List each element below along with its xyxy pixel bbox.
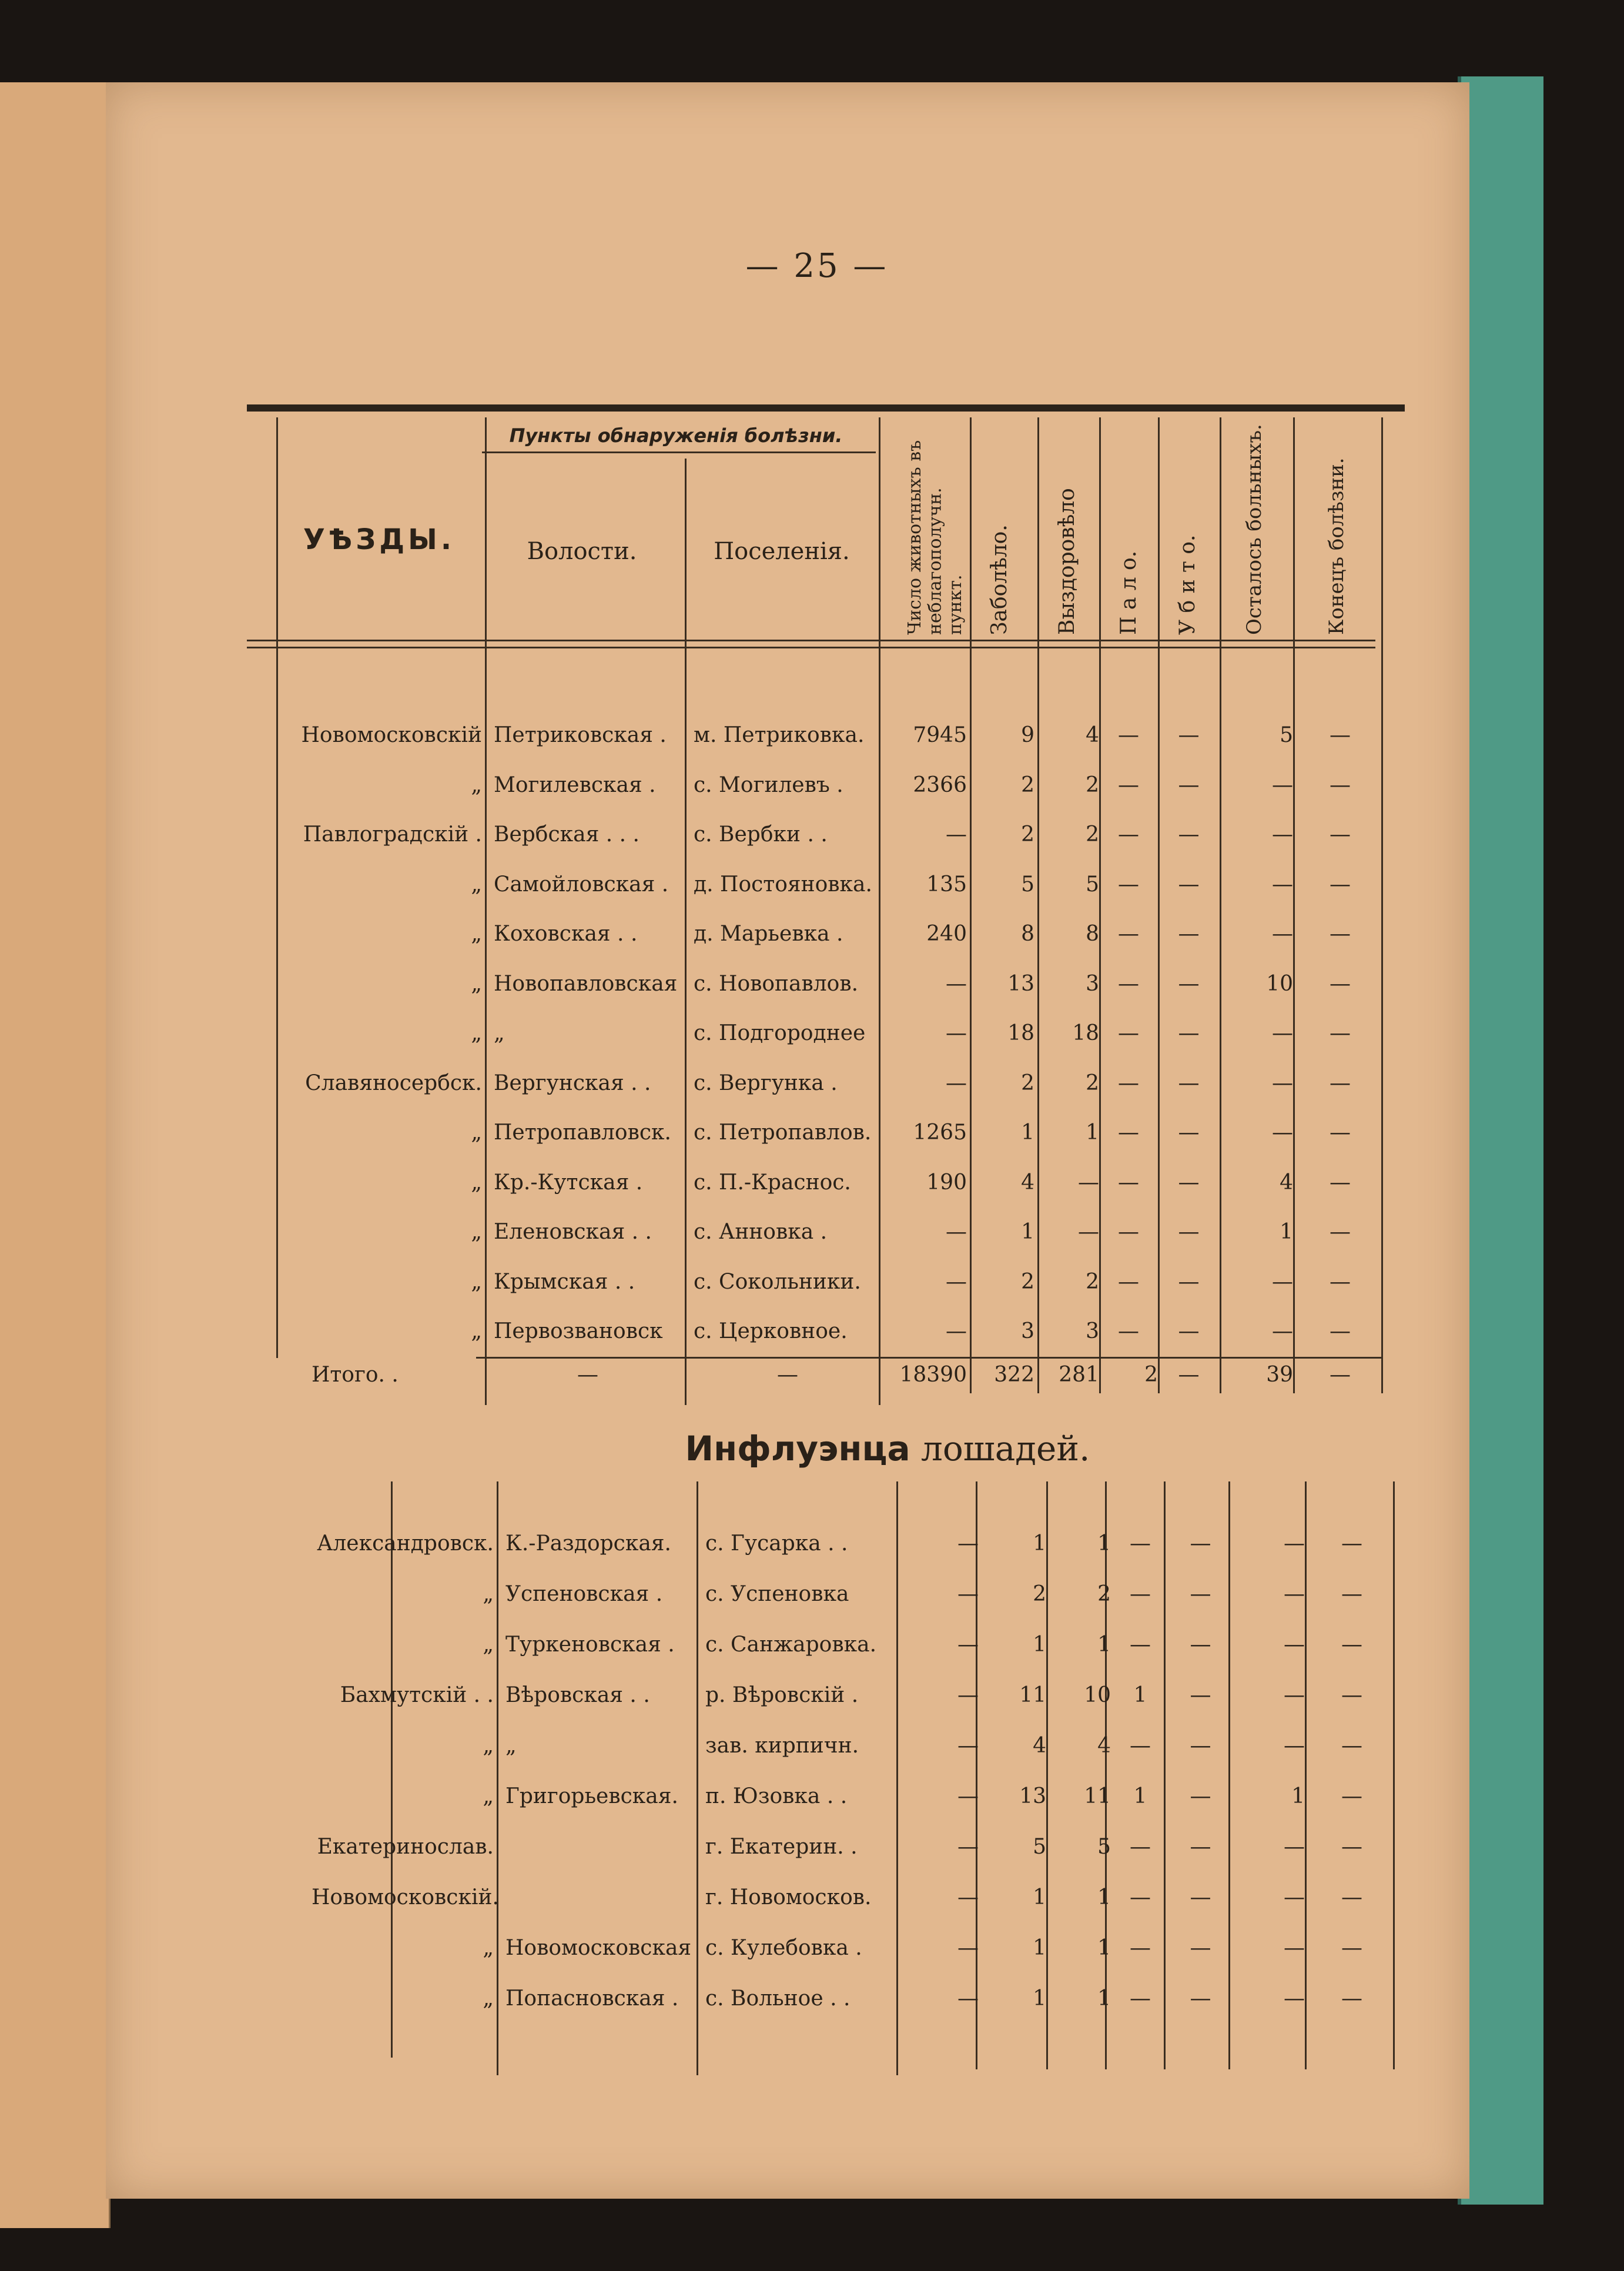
poselenie-cell: с. Кулебовка .: [705, 1936, 862, 1960]
palo-cell: —: [1118, 872, 1139, 897]
ostalos-cell: 1: [1291, 1784, 1305, 1808]
volost-cell: Туркеновская .: [505, 1633, 675, 1657]
palo-cell: —: [1118, 1170, 1139, 1195]
uezd-cell: „: [471, 922, 482, 946]
animals-cell: —: [946, 1071, 967, 1095]
konets-cell: —: [1330, 1021, 1351, 1045]
konets-cell: —: [1330, 1071, 1351, 1095]
poselenie-cell: с. Вергунка .: [694, 1071, 838, 1095]
table-row: [106, 1633, 1469, 1683]
zabolelo-cell: 11: [1019, 1683, 1046, 1707]
table-row: [106, 822, 1469, 872]
ostalos-cell: —: [1272, 1319, 1293, 1343]
table-row: [106, 1319, 1469, 1369]
table-row: [106, 1835, 1469, 1885]
header-bottom-rule: [247, 640, 1375, 641]
total-ostalos: 39: [1266, 1363, 1293, 1387]
volost-cell: Григорьевская.: [505, 1784, 678, 1808]
poselenie-cell: д. Марьевка .: [694, 922, 843, 946]
konets-cell: —: [1341, 1835, 1362, 1859]
total-palo: 2: [1144, 1363, 1158, 1387]
zabolelo-cell: 1: [1033, 1633, 1046, 1657]
header-ostalos: Осталось больныхъ.: [1243, 424, 1266, 635]
vyzdorovelo-cell: 5: [1086, 872, 1099, 897]
ubito-cell: —: [1178, 872, 1200, 897]
palo-cell: —: [1118, 822, 1139, 847]
animals-cell: —: [957, 1582, 979, 1606]
table-row: [106, 1582, 1469, 1632]
uezd-cell: „: [471, 1269, 482, 1294]
volost-cell: К.-Раздорская.: [505, 1531, 671, 1556]
uezd-cell: „: [471, 1121, 482, 1145]
zabolelo-cell: 1: [1021, 1121, 1034, 1145]
table-row: [106, 1936, 1469, 1986]
uezd-cell: „: [483, 1986, 494, 2011]
palo-cell: —: [1118, 971, 1139, 996]
palo-cell: 1: [1133, 1784, 1147, 1808]
ostalos-cell: —: [1272, 1071, 1293, 1095]
ubito-cell: —: [1178, 1071, 1200, 1095]
uezd-cell: „: [483, 1936, 494, 1960]
volost-cell: Попасновская .: [505, 1986, 679, 2011]
ostalos-cell: —: [1272, 922, 1293, 946]
total-poselenie: —: [777, 1363, 798, 1387]
vyzdorovelo-cell: 2: [1086, 1071, 1099, 1095]
palo-cell: —: [1118, 723, 1139, 747]
animals-cell: 135: [926, 872, 967, 897]
uezd-cell: „: [483, 1582, 494, 1606]
volost-cell: Новомосковская: [505, 1936, 692, 1960]
ubito-cell: —: [1178, 1170, 1200, 1195]
header-zabolelo: Заболѣло.: [987, 524, 1012, 635]
uezd-cell: „: [471, 772, 482, 797]
total-rule: [476, 1357, 1381, 1359]
top-rule: [247, 404, 1405, 412]
ostalos-cell: —: [1284, 1633, 1305, 1657]
uezd-cell: „: [483, 1784, 494, 1808]
zabolelo-cell: 2: [1033, 1582, 1046, 1606]
ostalos-cell: 4: [1280, 1170, 1293, 1195]
zabolelo-cell: 5: [1021, 872, 1034, 897]
ubito-cell: —: [1178, 971, 1200, 996]
ubito-cell: —: [1190, 1835, 1211, 1859]
animals-cell: —: [957, 1885, 979, 1909]
zabolelo-cell: 1: [1033, 1936, 1046, 1960]
ubito-cell: —: [1190, 1784, 1211, 1808]
header-group-rule: [482, 451, 876, 453]
animals-cell: —: [957, 1683, 979, 1707]
vyzdorovelo-cell: 1: [1086, 1121, 1099, 1145]
book-cover-edge: [1458, 76, 1543, 2205]
zabolelo-cell: 9: [1021, 723, 1034, 747]
section-title-influenza: [652, 1429, 1123, 1469]
animals-cell: —: [946, 822, 967, 847]
ubito-cell: —: [1178, 1021, 1200, 1045]
zabolelo-cell: 1: [1033, 1885, 1046, 1909]
ubito-cell: —: [1178, 922, 1200, 946]
ostalos-cell: —: [1284, 1582, 1305, 1606]
vyzdorovelo-cell: 1: [1097, 1885, 1111, 1909]
table-row: [106, 872, 1469, 922]
palo-cell: —: [1130, 1936, 1151, 1960]
poselenie-cell: п. Юзовка . .: [705, 1784, 848, 1808]
animals-cell: —: [957, 1936, 979, 1960]
animals-cell: —: [957, 1531, 979, 1556]
palo-cell: —: [1118, 1021, 1139, 1045]
uezd-cell: „: [471, 1220, 482, 1244]
poselenie-cell: д. Постояновка.: [694, 872, 872, 897]
poselenie-cell: зав. кирпичн.: [705, 1734, 859, 1758]
konets-cell: —: [1341, 1936, 1362, 1960]
ubito-cell: —: [1178, 1121, 1200, 1145]
table-row: [106, 1121, 1469, 1170]
animals-cell: 1265: [913, 1121, 967, 1145]
ubito-cell: —: [1190, 1936, 1211, 1960]
table-row: [106, 972, 1469, 1022]
palo-cell: —: [1118, 1071, 1139, 1095]
palo-cell: —: [1118, 772, 1139, 797]
vyzdorovelo-cell: 3: [1086, 1319, 1099, 1343]
ostalos-cell: —: [1284, 1936, 1305, 1960]
zabolelo-cell: 5: [1033, 1835, 1046, 1859]
header-animals: Число животныхъ въ неблагополучн. пункт.: [905, 440, 966, 635]
table-row: [106, 1784, 1469, 1834]
poselenie-cell: с. Анновка .: [694, 1220, 828, 1244]
zabolelo-cell: 2: [1021, 772, 1034, 797]
total-volost: —: [577, 1363, 598, 1387]
volost-cell: Первозвановск: [494, 1319, 663, 1343]
zabolelo-cell: 3: [1021, 1319, 1034, 1343]
table-row: [106, 723, 1469, 773]
vyzdorovelo-cell: 5: [1097, 1835, 1111, 1859]
table-row: [106, 1734, 1469, 1784]
uezd-cell: Александровск.: [317, 1531, 494, 1556]
konets-cell: —: [1330, 723, 1351, 747]
uezd-cell: Екатеринослав.: [317, 1835, 494, 1859]
volost-cell: „: [505, 1734, 517, 1758]
ostalos-cell: —: [1284, 1835, 1305, 1859]
table-row: [106, 1170, 1469, 1220]
animals-cell: —: [957, 1784, 979, 1808]
konets-cell: —: [1330, 872, 1351, 897]
volost-cell: Новопавловская: [494, 971, 678, 996]
volost-cell: Вѣровская . .: [505, 1683, 650, 1707]
header-ubito: У б и т о.: [1176, 534, 1200, 635]
volost-cell: „: [494, 1021, 505, 1045]
header-bottom-rule-2: [247, 647, 1375, 648]
animals-cell: —: [946, 1269, 967, 1294]
uezd-cell: Новомосковскій.: [312, 1885, 499, 1909]
konets-cell: —: [1330, 1220, 1351, 1244]
table-row: [106, 773, 1469, 823]
ubito-cell: —: [1190, 1885, 1211, 1909]
konets-cell: —: [1341, 1683, 1362, 1707]
volost-cell: Петриковская .: [494, 723, 667, 747]
poselenie-cell: с. Гусарка . .: [705, 1531, 848, 1556]
palo-cell: —: [1130, 1633, 1151, 1657]
konets-cell: —: [1341, 1885, 1362, 1909]
animals-cell: 2366: [913, 772, 967, 797]
ubito-cell: —: [1178, 1269, 1200, 1294]
konets-cell: —: [1341, 1582, 1362, 1606]
vyzdorovelo-cell: 1: [1097, 1531, 1111, 1556]
ubito-cell: —: [1178, 822, 1200, 847]
header-vyzdorovelo: Выздоровѣло: [1055, 488, 1079, 635]
volost-cell: Петропавловск.: [494, 1121, 671, 1145]
palo-cell: —: [1130, 1986, 1151, 2011]
palo-cell: —: [1118, 1121, 1139, 1145]
total-ubito: —: [1178, 1363, 1200, 1387]
animals-cell: 7945: [913, 723, 967, 747]
poselenie-cell: с. Вольное . .: [705, 1986, 850, 2011]
animals-cell: —: [946, 971, 967, 996]
vyzdorovelo-cell: 3: [1086, 971, 1099, 996]
table-row: [106, 1683, 1469, 1733]
volost-cell: Коховская . .: [494, 922, 638, 946]
vyzdorovelo-cell: 2: [1086, 822, 1099, 847]
poselenie-cell: с. П.-Краснос.: [694, 1170, 851, 1195]
volost-cell: Крымская . .: [494, 1269, 635, 1294]
poselenie-cell: г. Екатерин. .: [705, 1835, 858, 1859]
konets-cell: —: [1341, 1531, 1362, 1556]
zabolelo-cell: 13: [1007, 971, 1034, 996]
uezd-cell: „: [471, 971, 482, 996]
header-uezdy: УѢЗДЫ.: [303, 523, 456, 556]
ostalos-cell: —: [1284, 1885, 1305, 1909]
vyzdorovelo-cell: 1: [1097, 1936, 1111, 1960]
uezd-cell: „: [483, 1633, 494, 1657]
zabolelo-cell: 8: [1021, 922, 1034, 946]
zabolelo-cell: 2: [1021, 1269, 1034, 1294]
ostalos-cell: 5: [1280, 723, 1293, 747]
facing-page-edge: [0, 82, 111, 2228]
ubito-cell: —: [1178, 1319, 1200, 1343]
animals-cell: —: [946, 1021, 967, 1045]
ostalos-cell: —: [1272, 1121, 1293, 1145]
zabolelo-cell: 4: [1033, 1734, 1046, 1758]
vyzdorovelo-cell: —: [1078, 1170, 1099, 1195]
vyzdorovelo-cell: 8: [1086, 922, 1099, 946]
vyzdorovelo-cell: 4: [1097, 1734, 1111, 1758]
uezd-cell: Павлоградскій .: [303, 822, 482, 847]
table1-total-row: [106, 1363, 1469, 1413]
poselenie-cell: с. Новопавлов.: [694, 971, 859, 996]
volost-cell: Кр.-Кутская .: [494, 1170, 643, 1195]
konets-cell: —: [1330, 971, 1351, 996]
konets-cell: —: [1330, 1121, 1351, 1145]
konets-cell: —: [1341, 1784, 1362, 1808]
ostalos-cell: —: [1284, 1986, 1305, 2011]
total-animals: 18390: [899, 1363, 967, 1387]
palo-cell: —: [1130, 1885, 1151, 1909]
vyzdorovelo-cell: 18: [1072, 1021, 1099, 1045]
palo-cell: —: [1130, 1835, 1151, 1859]
poselenie-cell: с. Подгороднее: [694, 1021, 866, 1045]
poselenie-cell: с. Церковное.: [694, 1319, 848, 1343]
poselenie-cell: с. Успеновка: [705, 1582, 849, 1606]
konets-cell: —: [1330, 1319, 1351, 1343]
total-vyzdorovelo: 281: [1059, 1363, 1099, 1387]
ubito-cell: —: [1178, 1220, 1200, 1244]
ubito-cell: —: [1190, 1633, 1211, 1657]
uezd-cell: Новомосковскій: [301, 723, 482, 747]
animals-cell: —: [957, 1734, 979, 1758]
ubito-cell: —: [1190, 1582, 1211, 1606]
volost-cell: Самойловская .: [494, 872, 669, 897]
animals-cell: —: [946, 1319, 967, 1343]
zabolelo-cell: 1: [1033, 1986, 1046, 2011]
volost-cell: Успеновская .: [505, 1582, 663, 1606]
zabolelo-cell: 2: [1021, 822, 1034, 847]
total-label: Итого. .: [312, 1363, 399, 1387]
uezd-cell: Славяносербск.: [305, 1071, 482, 1095]
palo-cell: —: [1118, 922, 1139, 946]
ostalos-cell: —: [1272, 1021, 1293, 1045]
zabolelo-cell: 1: [1033, 1531, 1046, 1556]
vyzdorovelo-cell: 2: [1086, 1269, 1099, 1294]
vyzdorovelo-cell: 1: [1097, 1633, 1111, 1657]
uezd-cell: „: [471, 1319, 482, 1343]
ostalos-cell: 1: [1280, 1220, 1293, 1244]
palo-cell: —: [1130, 1734, 1151, 1758]
table-row: [106, 1071, 1469, 1121]
poselenie-cell: р. Вѣровскій .: [705, 1683, 859, 1707]
zabolelo-cell: 4: [1021, 1170, 1034, 1195]
volost-cell: Вербская . . .: [494, 822, 639, 847]
konets-cell: —: [1341, 1633, 1362, 1657]
header-palo: П а л о.: [1117, 550, 1141, 635]
konets-cell: —: [1330, 772, 1351, 797]
ostalos-cell: —: [1284, 1531, 1305, 1556]
table-row: [106, 1885, 1469, 1935]
konets-cell: —: [1341, 1986, 1362, 2011]
konets-cell: —: [1330, 1170, 1351, 1195]
animals-cell: —: [957, 1633, 979, 1657]
poselenie-cell: м. Петриковка.: [694, 723, 865, 747]
ostalos-cell: —: [1272, 1269, 1293, 1294]
vyzdorovelo-cell: 2: [1097, 1582, 1111, 1606]
uezd-cell: Бахмутскій . .: [340, 1683, 494, 1707]
vyzdorovelo-cell: 11: [1084, 1784, 1111, 1808]
ubito-cell: —: [1190, 1986, 1211, 2011]
ostalos-cell: —: [1284, 1734, 1305, 1758]
table-row: [106, 922, 1469, 972]
volost-cell: Могилевская .: [494, 772, 656, 797]
konets-cell: —: [1330, 1269, 1351, 1294]
ostalos-cell: —: [1272, 772, 1293, 797]
poselenie-cell: с. Могилевъ .: [694, 772, 843, 797]
header-poseleniya: Поселенія.: [714, 538, 850, 565]
poselenie-cell: с. Вербки . .: [694, 822, 828, 847]
poselenie-cell: с. Петропавлов.: [694, 1121, 872, 1145]
palo-cell: —: [1118, 1220, 1139, 1244]
uezd-cell: „: [471, 1021, 482, 1045]
animals-cell: 190: [926, 1170, 967, 1195]
section-title-bold: Инфлуэнца: [685, 1429, 910, 1469]
vyzdorovelo-cell: 2: [1086, 772, 1099, 797]
zabolelo-cell: 18: [1007, 1021, 1034, 1045]
document-page: [106, 82, 1469, 2199]
konets-cell: —: [1341, 1734, 1362, 1758]
palo-cell: 1: [1133, 1683, 1147, 1707]
vyzdorovelo-cell: 4: [1086, 723, 1099, 747]
uezd-cell: „: [483, 1734, 494, 1758]
ubito-cell: —: [1190, 1734, 1211, 1758]
header-volosti: Волости.: [527, 538, 637, 565]
palo-cell: —: [1130, 1582, 1151, 1606]
animals-cell: —: [946, 1220, 967, 1244]
zabolelo-cell: 2: [1021, 1071, 1034, 1095]
volost-cell: Вергунская . .: [494, 1071, 651, 1095]
palo-cell: —: [1118, 1319, 1139, 1343]
konets-cell: —: [1330, 922, 1351, 946]
ubito-cell: —: [1190, 1683, 1211, 1707]
animals-cell: —: [957, 1986, 979, 2011]
poselenie-cell: с. Сокольники.: [694, 1269, 861, 1294]
zabolelo-cell: 13: [1019, 1784, 1046, 1808]
ubito-cell: —: [1190, 1531, 1211, 1556]
table-row: [106, 1021, 1469, 1071]
palo-cell: —: [1130, 1531, 1151, 1556]
ubito-cell: —: [1178, 772, 1200, 797]
ubito-cell: —: [1178, 723, 1200, 747]
uezd-cell: „: [471, 1170, 482, 1195]
section-title-rest: лошадей.: [921, 1429, 1090, 1469]
total-zabolelo: 322: [994, 1363, 1034, 1387]
header-group-title: Пункты обнаруженія болѣзни.: [509, 424, 843, 447]
volost-cell: Еленовская . .: [494, 1220, 652, 1244]
palo-cell: —: [1118, 1269, 1139, 1294]
poselenie-cell: с. Санжаровка.: [705, 1633, 877, 1657]
table-row: [106, 1986, 1469, 2036]
table-row: [106, 1220, 1469, 1270]
uezd-cell: „: [471, 872, 482, 897]
vyzdorovelo-cell: 1: [1097, 1986, 1111, 2011]
table-row: [106, 1531, 1469, 1581]
header-konets: Конецъ болѣзни.: [1325, 457, 1348, 635]
total-konets: —: [1330, 1363, 1351, 1387]
vyzdorovelo-cell: —: [1078, 1220, 1099, 1244]
table-row: [106, 1270, 1469, 1320]
animals-cell: 240: [926, 922, 967, 946]
ostalos-cell: —: [1284, 1683, 1305, 1707]
konets-cell: —: [1330, 822, 1351, 847]
zabolelo-cell: 1: [1021, 1220, 1034, 1244]
ostalos-cell: —: [1272, 822, 1293, 847]
vyzdorovelo-cell: 10: [1084, 1683, 1111, 1707]
animals-cell: —: [957, 1835, 979, 1859]
page-number: — 25 —: [745, 247, 889, 285]
ostalos-cell: 10: [1266, 971, 1293, 996]
poselenie-cell: г. Новомосков.: [705, 1885, 872, 1909]
ostalos-cell: —: [1272, 872, 1293, 897]
